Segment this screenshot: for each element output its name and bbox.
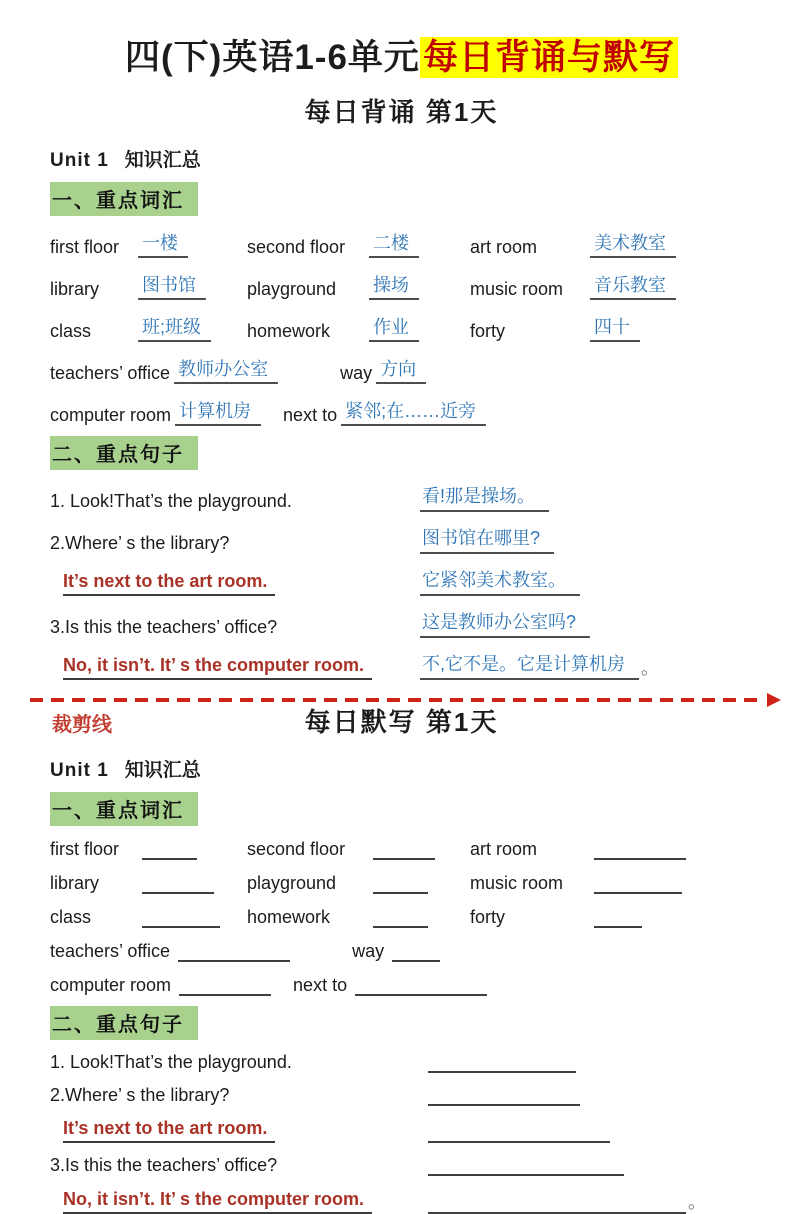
sentence-text: 2.Where’ s the library? [50, 533, 230, 553]
sentence-row [50, 1085, 753, 1106]
sentence-english [50, 571, 420, 596]
sentence-text: 1. Look!That’s the playground. [50, 1052, 292, 1072]
vocab-pair [247, 839, 470, 860]
vocab-answer: 教师办公室 [174, 355, 278, 384]
sentence-answer: 看!那是操场。 [420, 482, 549, 512]
answer-blank [178, 945, 290, 962]
vocab-word: class [50, 321, 92, 341]
vocab-answer: 方向 [376, 355, 426, 384]
vocab-word: library [50, 279, 100, 299]
vocab-pair [470, 313, 753, 342]
vocab-answer: 一楼 [138, 229, 188, 258]
sentence-row [50, 566, 753, 596]
page-title-prefix: 四(下)英语1-6单元 [125, 38, 420, 77]
sentence-english [50, 1085, 420, 1106]
vocab-answer: 紧邻;在……近旁 [341, 397, 486, 426]
vocab-pair [50, 271, 247, 300]
vocab-pair [247, 229, 470, 258]
vocab-word: music room [470, 873, 564, 893]
answer-blank [142, 843, 197, 860]
vocab-word: forty [470, 907, 506, 927]
vocab-pair [50, 229, 247, 258]
vocab-row [50, 229, 753, 258]
vocab-pair [470, 907, 753, 928]
answer-blank [428, 1089, 580, 1106]
answer-blank [428, 1197, 686, 1214]
answer-blank [594, 877, 682, 894]
vocab-row [50, 907, 753, 928]
vocab-word: library [50, 873, 100, 893]
answer-blank [428, 1056, 576, 1073]
vocab-answer: 四十 [590, 313, 640, 342]
sentence-row [50, 1155, 753, 1176]
dictation-vocab-section [50, 792, 753, 826]
answer-blank [142, 877, 214, 894]
vocab-answer: 图书馆 [138, 271, 206, 300]
vocab-answer: 美术教室 [590, 229, 676, 258]
vocab-section-label: 一、重点词汇 [50, 792, 198, 826]
answer-blank [594, 911, 642, 928]
vocab-word: first floor [50, 839, 120, 859]
sentence-english [50, 1155, 420, 1176]
answer-blank [373, 877, 428, 894]
answer-blank [428, 1126, 610, 1143]
page-title [50, 30, 753, 80]
vocab-row [50, 839, 753, 860]
vocab-word: homework [247, 907, 331, 927]
vocab-pair [470, 229, 753, 258]
sentence-english [50, 655, 420, 680]
vocab-pair [470, 873, 753, 894]
vocab-pair [247, 907, 470, 928]
sentence-row [50, 482, 753, 512]
vocab-word: next to [283, 405, 338, 425]
sentence-text: 2.Where’ s the library? [50, 1085, 230, 1105]
vocab-pair [247, 313, 470, 342]
answer-blank [179, 979, 271, 996]
answer-blank [355, 979, 487, 996]
dictation-heading: 每日默写 第1天 [304, 707, 499, 737]
vocab-word: forty [470, 321, 506, 341]
sentence-answer: 图书馆在哪里? [420, 524, 554, 554]
dictation-unit-title [50, 755, 753, 782]
unit-label: Unit 1 [50, 760, 109, 781]
sentence-english [50, 491, 420, 512]
vocab-row [50, 941, 753, 962]
vocab-answer: 班;班级 [138, 313, 211, 342]
vocab-answer: 计算机房 [175, 397, 261, 426]
answer-blank [392, 945, 440, 962]
vocab-word: second floor [247, 839, 346, 859]
answer-blank [373, 911, 428, 928]
recitation-heading: 每日背诵 第1天 [304, 97, 499, 127]
vocab-word: first floor [50, 237, 120, 257]
vocab-answer: 操场 [369, 271, 419, 300]
cut-divider [30, 698, 781, 744]
vocab-word: homework [247, 321, 331, 341]
page-title-highlight: 每日背诵与默写 [420, 37, 678, 78]
vocab-word: way [340, 363, 373, 383]
vocab-pair [470, 839, 753, 860]
vocab-pair [50, 873, 247, 894]
vocab-row [50, 313, 753, 342]
vocab-word: class [50, 907, 92, 927]
vocab-word: next to [293, 975, 348, 995]
answer-blank [594, 843, 686, 860]
sentence-english [50, 533, 420, 554]
sentence-answer: 这是教师办公室吗? [420, 608, 590, 638]
vocab-row [50, 271, 753, 300]
vocab-row [50, 873, 753, 894]
sentence-row [50, 650, 753, 680]
vocab-section-label: 一、重点词汇 [50, 182, 198, 216]
unit-subtitle: 知识汇总 [124, 760, 201, 781]
vocab-word: computer room [50, 405, 172, 425]
dictation-sentence-section [50, 1006, 753, 1040]
vocab-word: teachers’ office [50, 363, 171, 383]
vocab-answer: 音乐教室 [590, 271, 676, 300]
vocab-word: way [352, 941, 385, 961]
vocab-word: music room [470, 279, 564, 299]
unit-label: Unit 1 [50, 150, 109, 171]
recitation-sentence-section [50, 436, 753, 470]
sentence-text: 3.Is this the teachers’ office? [50, 1155, 278, 1175]
vocab-pair [50, 907, 247, 928]
sentence-row [50, 524, 753, 554]
vocab-word: playground [247, 873, 337, 893]
vocab-word: playground [247, 279, 337, 299]
recitation-vocab-section [50, 182, 753, 216]
vocab-word: teachers’ office [50, 941, 171, 961]
sentence-row [50, 1188, 753, 1214]
sentence-text-emphasis: It’s next to the art room. [63, 1118, 275, 1143]
vocab-word: computer room [50, 975, 172, 995]
sentence-answer: 不,它不是。它是计算机房 [420, 650, 639, 680]
vocab-pair [50, 313, 247, 342]
sentence-english [50, 617, 420, 638]
sentence-text-emphasis: No, it isn’t. It’ s the computer room. [63, 655, 372, 680]
sentence-text: 1. Look!That’s the playground. [50, 491, 292, 511]
sentence-text: 3.Is this the teachers’ office? [50, 617, 278, 637]
vocab-word: art room [470, 237, 538, 257]
answer-blank [428, 1159, 624, 1176]
unit-subtitle: 知识汇总 [124, 150, 201, 171]
recitation-unit-title [50, 145, 753, 172]
sentence-row [50, 1052, 753, 1073]
sentence-english [50, 1052, 420, 1073]
answer-blank [142, 911, 220, 928]
vocab-pair [247, 873, 470, 894]
vocab-row [50, 397, 753, 426]
sentence-section-label: 二、重点句子 [50, 1006, 198, 1040]
answer-blank [373, 843, 435, 860]
sentence-text-emphasis: No, it isn’t. It’ s the computer room. [63, 1189, 372, 1214]
arrow-right-icon [767, 693, 781, 707]
sentence-answer-period: 。 [641, 658, 659, 678]
sentence-answer: 它紧邻美术教室。 [420, 566, 580, 596]
sentence-answer-period: 。 [688, 1192, 706, 1212]
sentence-row [50, 608, 753, 638]
vocab-word: art room [470, 839, 538, 859]
vocab-pair [50, 839, 247, 860]
sentence-english [50, 1189, 420, 1214]
sentence-section-label: 二、重点句子 [50, 436, 198, 470]
vocab-word: second floor [247, 237, 346, 257]
vocab-answer: 作业 [369, 313, 419, 342]
vocab-row [50, 975, 753, 996]
cut-line-label: 裁剪线 [52, 714, 112, 736]
sentence-text-emphasis: It’s next to the art room. [63, 571, 275, 596]
vocab-pair [247, 271, 470, 300]
vocab-answer: 二楼 [369, 229, 419, 258]
dashed-cut-line [30, 698, 763, 702]
vocab-pair [470, 271, 753, 300]
vocab-row [50, 355, 753, 384]
